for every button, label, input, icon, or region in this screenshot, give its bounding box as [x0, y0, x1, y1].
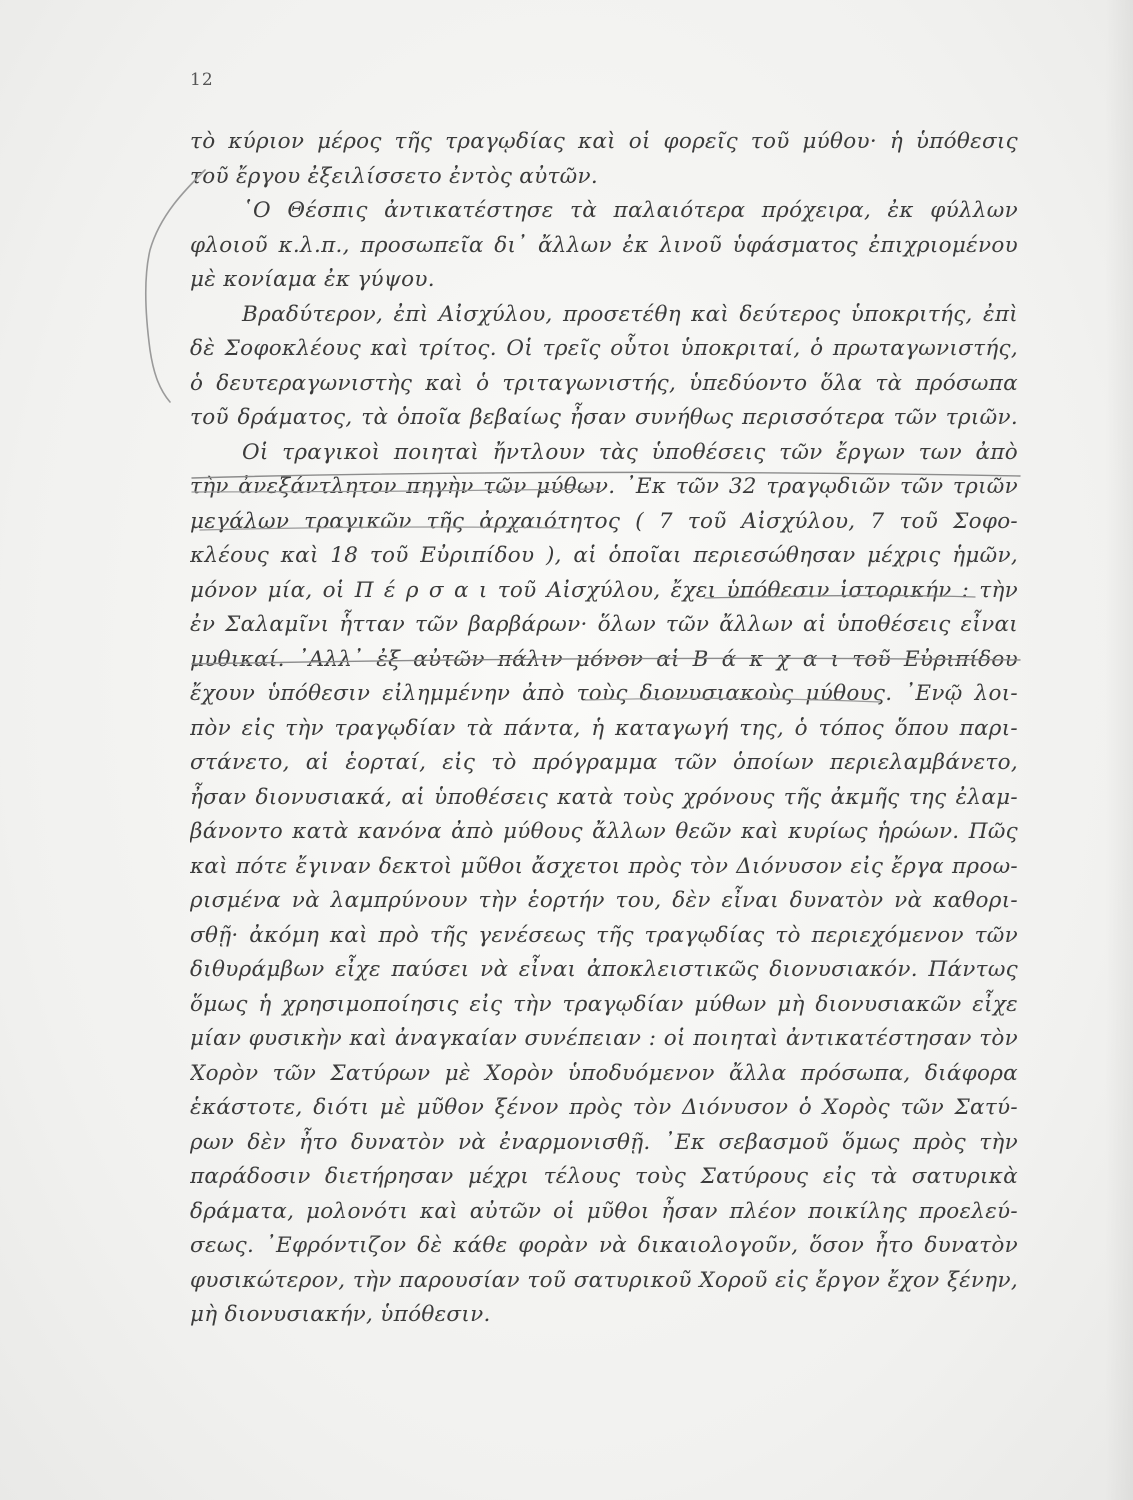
text-line: σεως. ᾿Εφρόντιζον δὲ κάθε φορὰν νὰ δικαιολογοῦν, ὅσον ἦτο δυνατὸν — [190, 1233, 1018, 1258]
body-text — [190, 125, 1018, 1333]
text-line: βάνοντο κατὰ κανόνα ἀπὸ μύθους ἄλλων θεῶν καὶ κυρίως ἡρώων. Πῶς — [190, 819, 1018, 844]
text-line: Οἱ τραγικοὶ ποιηταὶ ἤντλουν τὰς ὑποθέσεις τῶν ἔργων των ἀπὸ — [242, 439, 1018, 465]
text-line: τὴν ἀνεξάντλητον πηγὴν τῶν μύθων. ᾿Εκ τῶν 32 τραγῳδιῶν τῶν τριῶν — [190, 474, 1018, 499]
text-line: τοῦ δράματος, τὰ ὁποῖα βεβαίως ἦσαν συνήθως περισσότερα τῶν τριῶν. — [190, 405, 1018, 430]
text-line: φλοιοῦ κ.λ.π., προσωπεῖα δι᾿ ἄλλων ἐκ λινοῦ ὑφάσματος ἐπιχριομένου — [190, 232, 1018, 258]
text-line: ὁ δευτεραγωνιστὴς καὶ ὁ τριταγωνιστής, ὑπεδύοντο ὅλα τὰ πρόσωπα — [190, 370, 1018, 396]
text-line: φυσικώτερον, τὴν παρουσίαν τοῦ σατυρικοῦ Χοροῦ εἰς ἔργον ἔχον ξένην, — [190, 1267, 1018, 1293]
page-edge-shadow — [1105, 0, 1133, 1500]
text-line: ἔχουν ὑπόθεσιν εἰλημμένην ἀπὸ τοὺς διονυσιακοὺς μύθους. ᾿Ενῷ λοι- — [190, 681, 1018, 706]
text-line: μυθικαί. ᾿Αλλ᾿ ἐξ αὐτῶν πάλιν μόνον αἱ Β ά κ χ α ι τοῦ Εὐριπίδου — [190, 646, 1018, 672]
page-number: 12 — [190, 70, 214, 90]
text-line: Χορὸν τῶν Σατύρων μὲ Χορὸν ὑποδυόμενον ἄλλα πρόσωπα, διάφορα — [190, 1060, 1018, 1086]
text-line: μὴ διονυσιακήν, ὑπόθεσιν. — [190, 1302, 491, 1327]
text-line: καὶ πότε ἔγιναν δεκτοὶ μῦθοι ἄσχετοι πρὸς τὸν Διόνυσον εἰς ἔργα προω- — [190, 853, 1018, 879]
text-line: ρισμένα νὰ λαμπρύνουν τὴν ἑορτήν του, δὲν εἶναι δυνατὸν νὰ καθορι- — [190, 888, 1018, 913]
text-line: σθῇ· ἀκόμη καὶ πρὸ τῆς γενέσεως τῆς τραγῳδίας τὸ περιεχόμενον τῶν — [190, 922, 1018, 948]
text-line: ἦσαν διονυσιακά, αἱ ὑποθέσεις κατὰ τοὺς χρόνους τῆς ἀκμῆς της ἐλαμ- — [190, 784, 1018, 810]
text-line: ῾Ο Θέσπις ἀντικατέστησε τὰ παλαιότερα πρόχειρα, ἐκ φύλλων — [242, 198, 1018, 223]
text-line: στάνετο, αἱ ἑορταί, εἰς τὸ πρόγραμμα τῶν ὁποίων περιελαμβάνετο, — [190, 750, 1018, 775]
text-line: μὲ κονίαμα ἐκ γύψου. — [190, 267, 435, 292]
text-line: πὸν εἰς τὴν τραγῳδίαν τὰ πάντα, ἡ καταγωγή της, ὁ τόπος ὅπου παρι- — [190, 715, 1018, 741]
text-line: ἑκάστοτε, διότι μὲ μῦθον ξένον πρὸς τὸν Διόνυσον ὁ Χορὸς τῶν Σατύ- — [190, 1095, 1018, 1120]
text-line: μεγάλων τραγικῶν τῆς ἀρχαιότητος ( 7 τοῦ Αἰσχύλου, 7 τοῦ Σοφο- — [190, 508, 1018, 534]
text-line: δὲ Σοφοκλέους καὶ τρίτος. Οἱ τρεῖς οὗτοι ὑποκριταί, ὁ πρωταγωνιστής, — [190, 336, 1018, 361]
text-line: κλέους καὶ 18 τοῦ Εὐριπίδου ), αἱ ὁποῖαι περιεσώθησαν μέχρις ἡμῶν, — [190, 543, 1018, 568]
text-line: δράματα, μολονότι καὶ αὐτῶν οἱ μῦθοι ἦσαν πλέον ποικίλης προελεύ- — [190, 1198, 1018, 1224]
text-line: τὸ κύριον μέρος τῆς τραγῳδίας καὶ οἱ φορεῖς τοῦ μύθου· ἡ ὑπόθεσις — [190, 129, 1018, 154]
text-line: ὅμως ἡ χρησιμοποίησις εἰς τὴν τραγῳδίαν μύθων μὴ διονυσιακῶν εἶχε — [190, 991, 1018, 1017]
text-line: Βραδύτερον, ἐπὶ Αἰσχύλου, προσετέθη καὶ δεύτερος ὑποκριτής, ἐπὶ — [242, 301, 1018, 327]
text-line: ρων δὲν ἦτο δυνατὸν νὰ ἐναρμονισθῇ. ᾿Εκ σεβασμοῦ ὅμως πρὸς τὴν — [190, 1129, 1018, 1155]
text-line: ἐν Σαλαμῖνι ἧτταν τῶν βαρβάρων· ὅλων τῶν ἄλλων αἱ ὑποθέσεις εἶναι — [190, 612, 1018, 637]
text-line: διθυράμβων εἶχε παύσει νὰ εἶναι ἀποκλειστικῶς διονυσιακόν. Πάντως — [190, 957, 1018, 982]
text-line: μόνον μία, οἱ Π έ ρ σ α ι τοῦ Αἰσχύλου, ἔχει ὑπόθεσιν ἱστορικήν : τὴν — [190, 577, 1018, 603]
text-line: μίαν φυσικὴν καὶ ἀναγκαίαν συνέπειαν : οἱ ποιηταὶ ἀντικατέστησαν τὸν — [190, 1026, 1018, 1051]
text-line: παράδοσιν διετήρησαν μέχρι τέλους τοὺς Σατύρους εἰς τὰ σατυρικὰ — [190, 1164, 1018, 1189]
text-line: τοῦ ἔργου ἐξειλίσσετο ἐντὸς αὐτῶν. — [190, 163, 599, 189]
